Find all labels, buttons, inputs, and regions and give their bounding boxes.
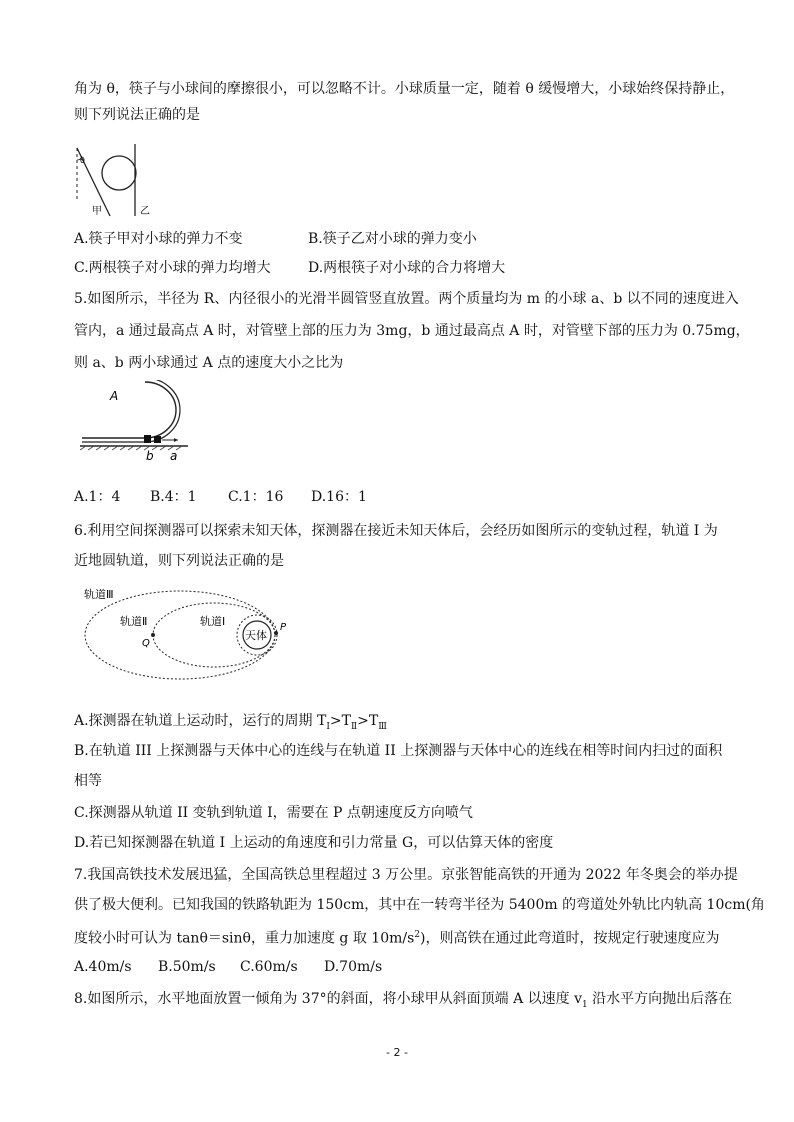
q6-option-d: D.若已知探测器在轨道 I 上运动的角速度和引力常量 G，可以估算天体的密度: [74, 835, 554, 851]
semicircle-tube-figure: [80, 380, 220, 478]
q7-option-c: C.60m/s: [240, 959, 298, 975]
q5-option-c: C.1：16: [228, 489, 284, 505]
q4-option-d: D.两根筷子对小球的合力将增大: [308, 260, 506, 276]
q5-line-3: 则 a、b 两小球通过 A 点的速度大小之比为: [74, 355, 344, 371]
q7-line-2: 供了极大便利。已知我国的铁路轨距为 150cm，其中在一转弯半径为 5400m 的弯道处外轨比内轨高 10cm(角: [74, 897, 765, 913]
orbit-1-label: 轨道Ⅰ: [200, 615, 226, 628]
q5-option-a: A.1：4: [74, 489, 121, 505]
q6-option-b-line-1: B.在轨道 III 上探测器与天体中心的连线与在轨道 II 上探测器与天体中心的连线在相等时间内扫过的面积: [74, 743, 723, 759]
orbit-2-label: 轨道Ⅱ: [120, 615, 148, 628]
celestial-body-label: 天体: [245, 629, 267, 642]
ball-a-label: a: [170, 449, 178, 463]
q6-option-c: C.探测器从轨道 II 变轨到轨道 I，需要在 P 点朝速度反方向喷气: [74, 805, 473, 821]
q7-option-b: B.50m/s: [158, 959, 216, 975]
q4-option-c: C.两根筷子对小球的弹力均增大: [74, 260, 271, 276]
q4-option-a: A.筷子甲对小球的弹力不变: [74, 231, 243, 247]
page-number: - 2 -: [386, 1046, 408, 1059]
q4-line-1: 角为 θ，筷子与小球间的摩擦很小，可以忽略不计。小球质量一定，随着 θ 缓慢增大，小球始终保持静止，: [74, 81, 735, 97]
q7-option-d: D.70m/s: [324, 959, 383, 975]
orbit-figure: [80, 580, 305, 705]
q5-option-b: B.4：1: [150, 489, 197, 505]
q5-line-2: 管内，a 通过最高点 A 时，对管壁上部的压力为 3mg，b 通过最高点 A 时，对管壁下部的压力为 0.75mg，: [74, 323, 750, 339]
q5-line-1: 5.如图所示，半径为 R、内径很小的光滑半圆管竖直放置。两个质量均为 m 的小球 a、b 以不同的速度进入: [74, 291, 739, 307]
point-p-label: P: [280, 622, 287, 633]
chopstick-right-label: 乙: [140, 206, 150, 217]
q6-line-1: 6.利用空间探测器可以探索未知天体，探测器在接近未知天体后，会经历如图所示的变轨过程，轨道 I 为: [74, 523, 718, 539]
q7-option-a: A.40m/s: [74, 959, 132, 975]
q4-line-2: 则下列说法正确的是: [74, 107, 200, 123]
theta-label: θ: [80, 156, 85, 165]
chopstick-left-label: 甲: [92, 206, 102, 217]
q6-line-2: 近地圆轨道，则下列说法正确的是: [74, 553, 284, 569]
q7-line-1: 7.我国高铁技术发展迅猛，全国高铁总里程超过 3 万公里。京张智能高铁的开通为 2022 年冬奥会的举办提: [74, 867, 738, 883]
orbit-3-label: 轨道Ⅲ: [84, 588, 114, 601]
chopsticks-figure: [74, 138, 154, 220]
q6-option-a: A.探测器在轨道上运动时，运行的周期 $T_Ⅰ>T_Ⅱ>T_Ⅲ$: [74, 713, 387, 732]
q6-option-b-line-2: 相等: [74, 773, 102, 789]
point-q-label: Q: [142, 638, 150, 649]
q8-line-1: 8.如图所示，水平地面放置一倾角为 37°的斜面，将小球甲从斜面顶端 A 以速度 $v_1$ 沿水平方向抛出后落在: [74, 991, 733, 1010]
q5-option-d: D.16：1: [311, 489, 367, 505]
q4-option-b: B.筷子乙对小球的弹力变小: [308, 231, 477, 247]
ball-b-label: b: [146, 449, 154, 463]
point-a-label: A: [110, 389, 119, 403]
q7-line-3: 度较小时可认为 tanθ＝sinθ，重力加速度 g 取 $10m/s^2$)，则高铁在通过此弯道时，按规定行驶速度应为: [74, 930, 720, 947]
